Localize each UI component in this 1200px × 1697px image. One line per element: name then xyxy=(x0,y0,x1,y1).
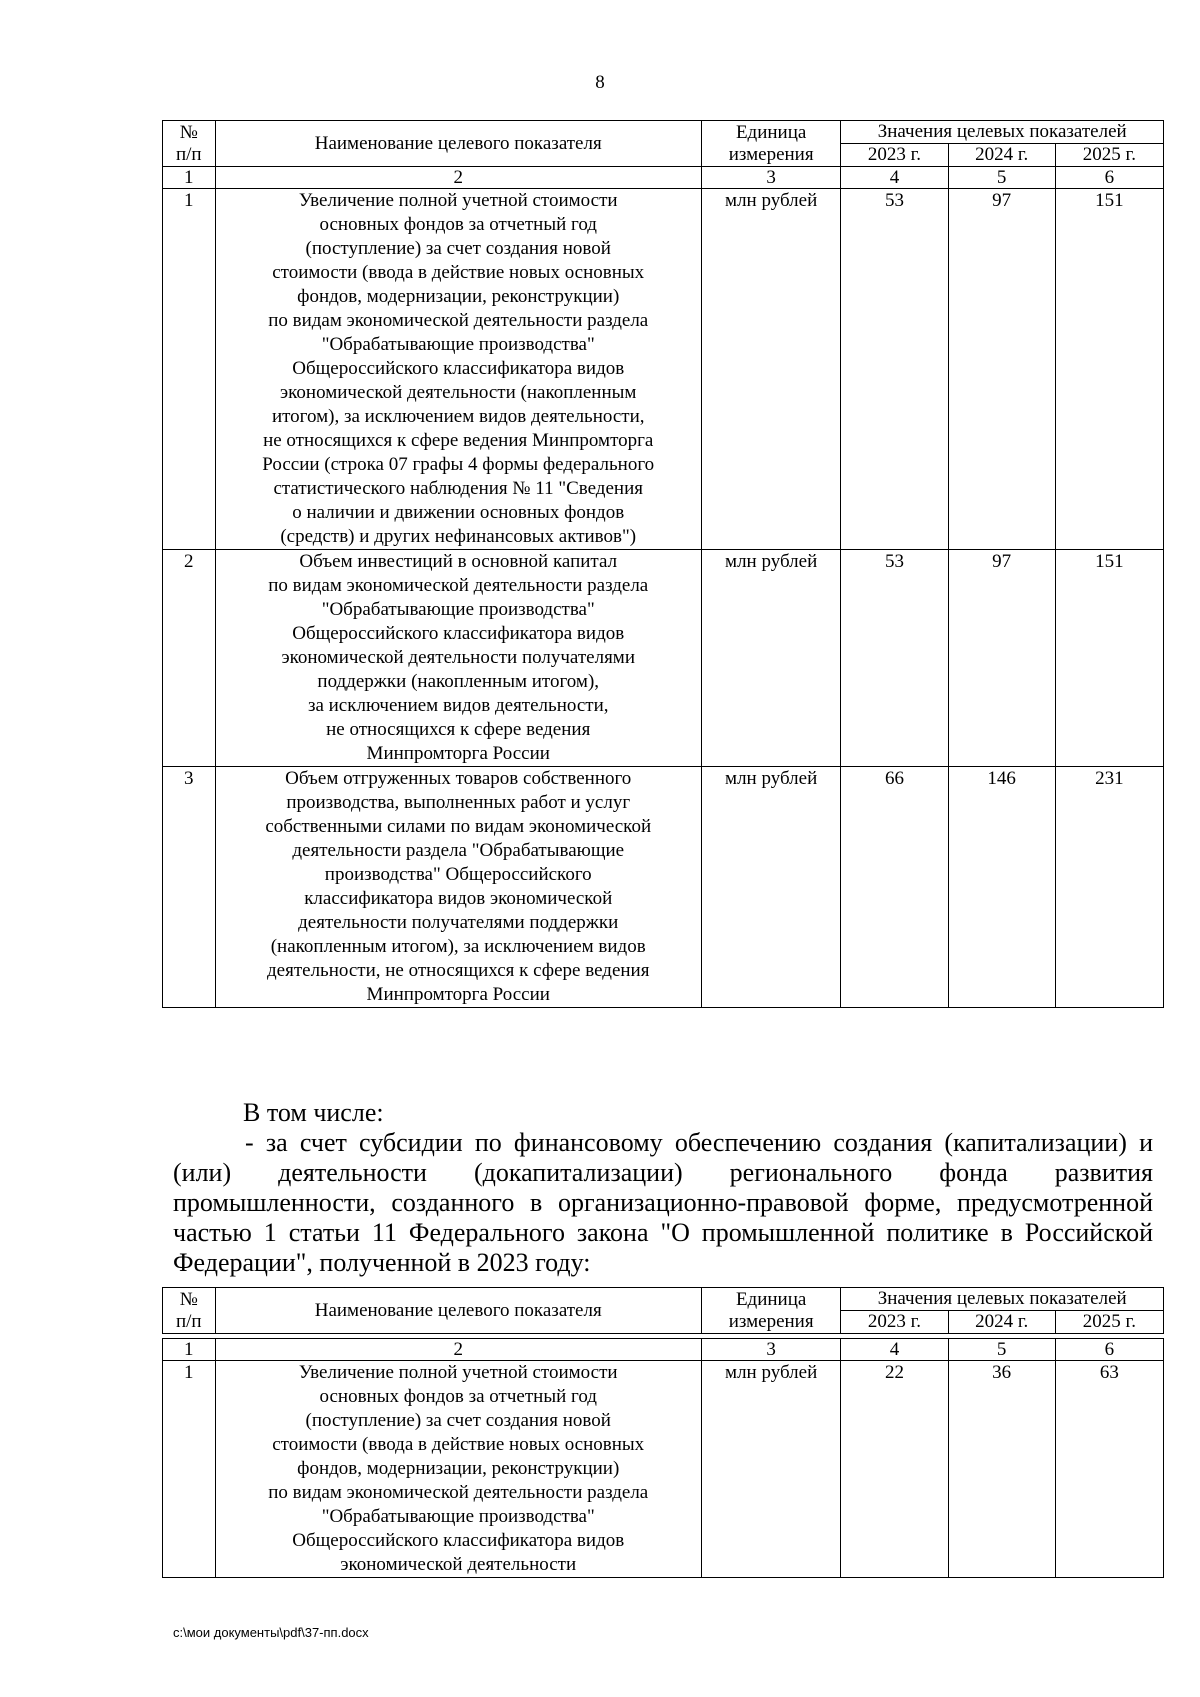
col-number: 1 xyxy=(163,1339,216,1361)
page-number: 8 xyxy=(595,72,605,93)
header-num: № п/п xyxy=(163,121,216,167)
row-value-2025: 151 xyxy=(1055,189,1163,550)
header-name: Наименование целевого показателя xyxy=(215,121,701,167)
row-name: Объем инвестиций в основной капитал по видам экономической деятельности раздела "Обрабатывающие производства" Общероссийского классификатора видов экономической деятельности получателями поддержки (накопленным итогом), за исключением видов деятельности, не относящихся к сфере ведения Минпромторга России xyxy=(215,550,701,767)
row-value-2023: 53 xyxy=(841,550,948,767)
table-row xyxy=(163,767,1164,1008)
header-unit: Единица измерения xyxy=(701,1288,841,1334)
header-unit: Единица измерения xyxy=(701,121,841,167)
row-value-2025: 63 xyxy=(1055,1361,1163,1578)
col-number: 5 xyxy=(948,167,1055,189)
col-number: 4 xyxy=(841,167,948,189)
col-number: 1 xyxy=(163,167,216,189)
row-value-2023: 66 xyxy=(841,767,948,1008)
row-num: 1 xyxy=(163,189,216,550)
row-value-2025: 151 xyxy=(1055,550,1163,767)
footer-file-path: c:\мои документы\pdf\37-пп.docx xyxy=(173,1625,369,1640)
table-row xyxy=(163,1361,1164,1578)
col-number: 2 xyxy=(215,1339,701,1361)
col-number: 4 xyxy=(841,1339,948,1361)
header-num: № п/п xyxy=(163,1288,216,1334)
row-unit: млн рублей xyxy=(701,189,841,550)
row-name: Увеличение полной учетной стоимости основных фондов за отчетный год (поступление) за счет создания новой стоимости (ввода в действие новых основных фондов, модернизации, реконструкции) по видам экономической деятельности раздела "Обрабатывающие производства" Общероссийского классификатора видов экономической деятельности (накопленным итогом), за исключением видов деятельности, не относящихся к сфере ведения Минпромторга России (строка 07 графы 4 формы федерального статистического наблюдения № 11 "Сведения о наличии и движении основных фондов (средств) и других нефинансовых активов") xyxy=(215,189,701,550)
paragraph-body: - за счет субсидии по финансовому обеспечению создания (капитализации) и (или) деятельности (докапитализации) регионального фонда развития промышленности, созданного в организационно-правовой форме, предусмотренной частью 1 статьи 11 Федерального закона "О промышленной политике в Российской Федерации", полученной в 2023 году: xyxy=(173,1128,1153,1277)
row-name: Увеличение полной учетной стоимости основных фондов за отчетный год (поступление) за счет создания новой стоимости (ввода в действие новых основных фондов, модернизации, реконструкции) по видам экономической деятельности раздела "Обрабатывающие производства" Общероссийского классификатора видов экономической деятельности xyxy=(215,1361,701,1578)
row-value-2024: 146 xyxy=(948,767,1055,1008)
col-number: 3 xyxy=(701,1339,841,1361)
header-year-2025: 2025 г. xyxy=(1055,144,1163,167)
header-values: Значения целевых показателей xyxy=(841,1288,1164,1311)
column-numbers-row xyxy=(163,167,1164,189)
row-num: 3 xyxy=(163,767,216,1008)
header-year-2023: 2023 г. xyxy=(841,144,948,167)
indicators-table-subsidy xyxy=(162,1287,1164,1578)
header-name: Наименование целевого показателя xyxy=(215,1288,701,1334)
header-year-2024: 2024 г. xyxy=(948,144,1055,167)
row-num: 1 xyxy=(163,1361,216,1578)
col-number: 2 xyxy=(215,167,701,189)
header-year-2024: 2024 г. xyxy=(948,1311,1055,1334)
row-num: 2 xyxy=(163,550,216,767)
row-value-2025: 231 xyxy=(1055,767,1163,1008)
row-unit: млн рублей xyxy=(701,767,841,1008)
row-unit: млн рублей xyxy=(701,1361,841,1578)
col-number: 6 xyxy=(1055,1339,1163,1361)
row-value-2024: 36 xyxy=(948,1361,1055,1578)
row-value-2023: 53 xyxy=(841,189,948,550)
col-number: 3 xyxy=(701,167,841,189)
column-numbers-row xyxy=(163,1339,1164,1361)
table-row xyxy=(163,189,1164,550)
indicators-table-main xyxy=(162,120,1164,1008)
row-name: Объем отгруженных товаров собственного производства, выполненных работ и услуг собственными силами по видам экономической деятельности раздела "Обрабатывающие производства" Общероссийского классификатора видов экономической деятельности получателями поддержки (накопленным итогом), за исключением видов деятельности, не относящихся к сфере ведения Минпромторга России xyxy=(215,767,701,1008)
table-row xyxy=(163,550,1164,767)
row-value-2024: 97 xyxy=(948,550,1055,767)
header-year-2023: 2023 г. xyxy=(841,1311,948,1334)
col-number: 5 xyxy=(948,1339,1055,1361)
col-number: 6 xyxy=(1055,167,1163,189)
header-values: Значения целевых показателей xyxy=(841,121,1164,144)
row-unit: млн рублей xyxy=(701,550,841,767)
paragraph-intro: В том числе: xyxy=(243,1098,384,1127)
row-value-2024: 97 xyxy=(948,189,1055,550)
header-year-2025: 2025 г. xyxy=(1055,1311,1163,1334)
row-value-2023: 22 xyxy=(841,1361,948,1578)
